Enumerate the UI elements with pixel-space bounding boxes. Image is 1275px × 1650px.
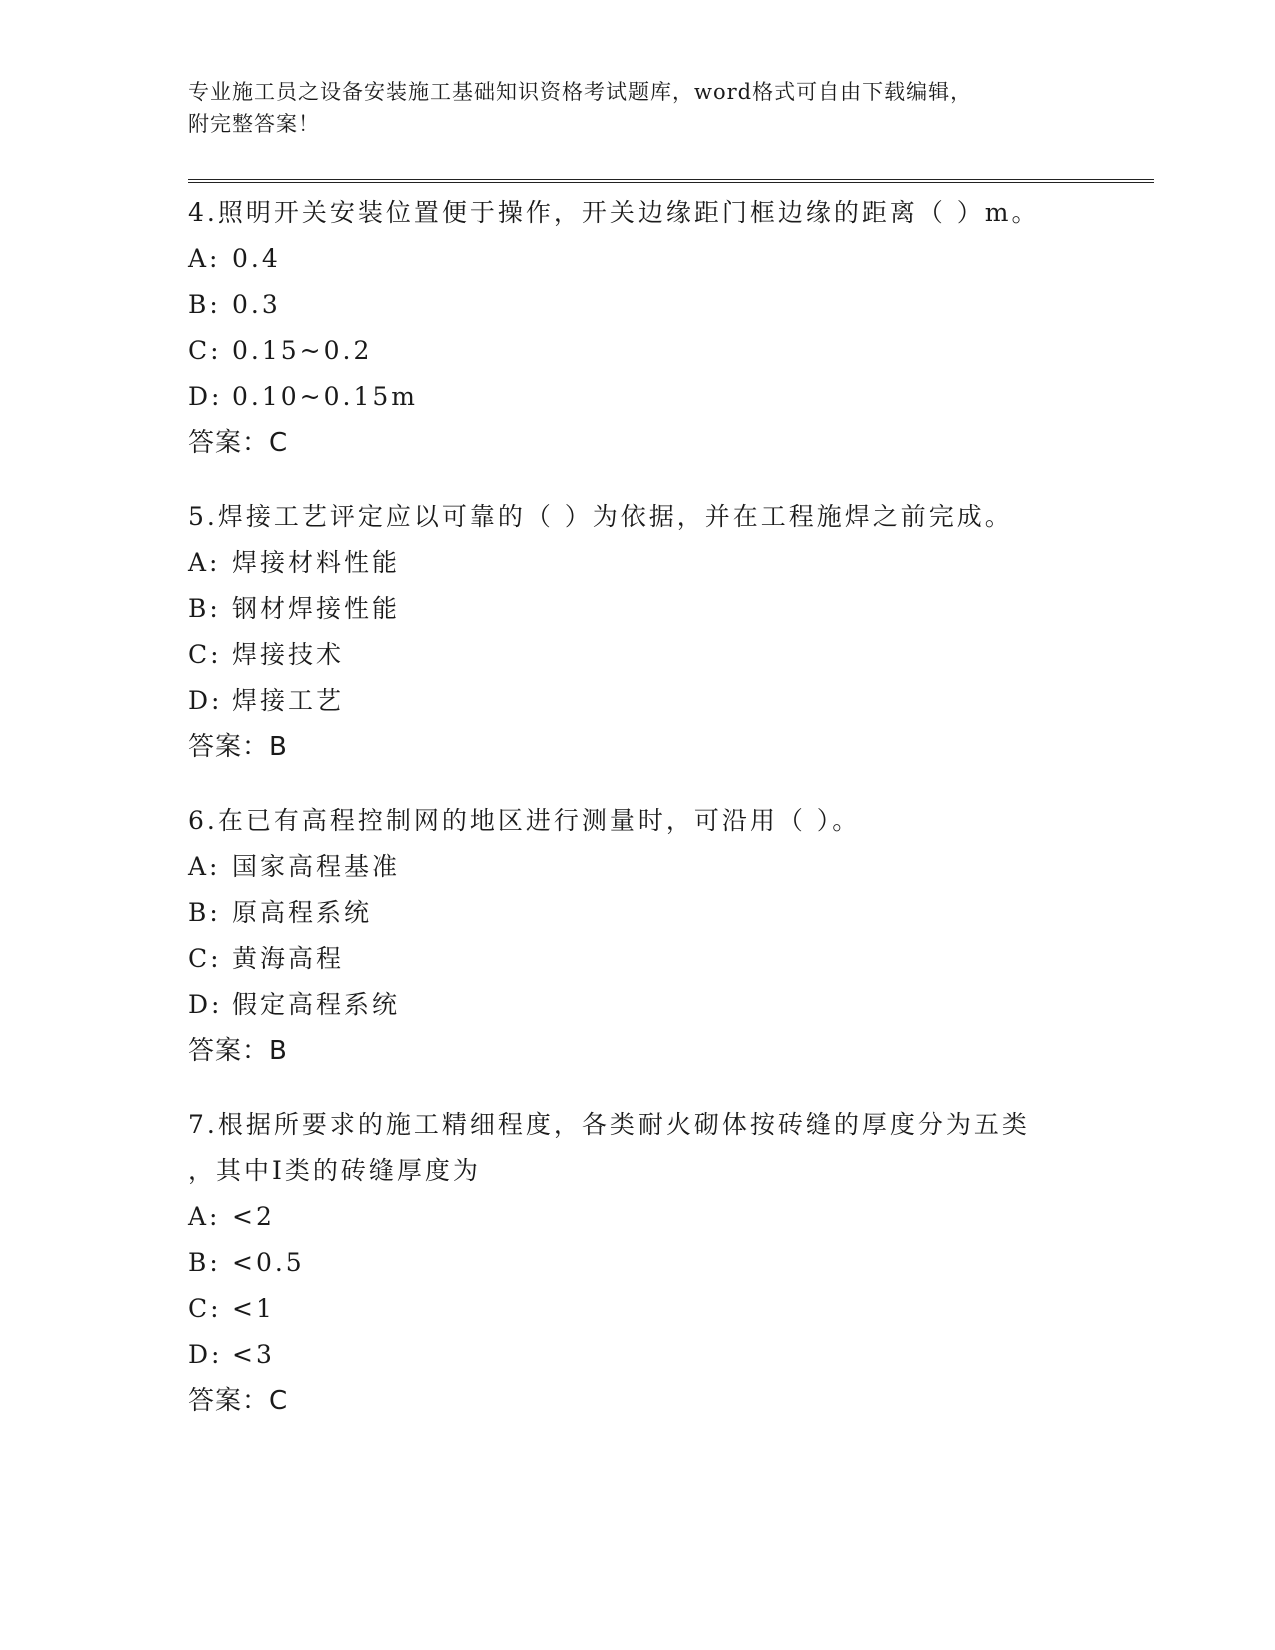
answer-line: 答案：B <box>188 1036 288 1066</box>
answer-option <box>188 282 1088 328</box>
option-text: <2 <box>232 1202 275 1231</box>
answer-option <box>188 1240 1088 1286</box>
question-stem-line: 6.在已有高程控制网的地区进行测量时，可沿用（ ）。 <box>188 806 861 835</box>
header-divider <box>188 179 1154 183</box>
answer-option <box>188 1332 1088 1378</box>
option-key: A: <box>188 1202 221 1231</box>
option-key: D: <box>188 686 223 715</box>
answer-option <box>188 844 1088 890</box>
document-header <box>188 76 1068 140</box>
answer-line: 答案：C <box>188 1386 289 1416</box>
option-key: A: <box>188 548 221 577</box>
option-key: C: <box>188 336 222 365</box>
option-key: B: <box>188 290 221 319</box>
answer-option <box>188 632 1088 678</box>
question-stem <box>188 494 1088 540</box>
question-stem-line: 5.焊接工艺评定应以可靠的（ ）为依据，并在工程施焊之前完成。 <box>188 502 1013 531</box>
option-key: D: <box>188 1340 223 1369</box>
question-block <box>188 1102 1088 1424</box>
question-stem <box>188 798 1088 844</box>
question-list <box>188 190 1088 1452</box>
answer-option <box>188 890 1088 936</box>
answer-option <box>188 374 1088 420</box>
answer-option <box>188 982 1088 1028</box>
answer-option <box>188 328 1088 374</box>
header-line-1: 专业施工员之设备安装施工基础知识资格考试题库，word格式可自由下载编辑， <box>188 80 973 104</box>
option-key: D: <box>188 382 223 411</box>
question-block <box>188 798 1088 1074</box>
answer-line: 答案：B <box>188 732 288 762</box>
question-stem-line: ，其中Ⅰ类的砖缝厚度为 <box>188 1156 481 1185</box>
option-text: 0.3 <box>232 290 281 319</box>
question-stem <box>188 190 1088 236</box>
answer-option <box>188 586 1088 632</box>
question-stem-line: 4.照明开关安装位置便于操作，开关边缘距门框边缘的距离（ ）m。 <box>188 198 1040 227</box>
option-key: B: <box>188 594 221 623</box>
option-text: 焊接工艺 <box>232 686 345 715</box>
question-block <box>188 494 1088 770</box>
option-key: B: <box>188 1248 221 1277</box>
question-stem-line: 7.根据所要求的施工精细程度，各类耐火砌体按砖缝的厚度分为五类 <box>188 1110 1030 1139</box>
answer-option <box>188 936 1088 982</box>
option-text: 原高程系统 <box>232 898 373 927</box>
answer-line: 答案：C <box>188 428 289 458</box>
option-text: 0.10~0.15m <box>232 382 418 411</box>
option-text: 焊接技术 <box>232 640 345 669</box>
option-key: C: <box>188 944 222 973</box>
answer-option <box>188 540 1088 586</box>
option-text: 钢材焊接性能 <box>232 594 401 623</box>
option-text: 0.4 <box>232 244 281 273</box>
option-text: 0.15~0.2 <box>232 336 373 365</box>
header-line-2: 附完整答案！ <box>188 112 320 136</box>
option-text: <1 <box>232 1294 275 1323</box>
option-key: A: <box>188 852 221 881</box>
option-text: 焊接材料性能 <box>232 548 401 577</box>
option-text: 国家高程基准 <box>232 852 401 881</box>
option-text: 黄海高程 <box>232 944 345 973</box>
answer-option <box>188 236 1088 282</box>
option-text: <0.5 <box>232 1248 305 1277</box>
option-key: C: <box>188 1294 222 1323</box>
option-text: <3 <box>232 1340 275 1369</box>
option-text: 假定高程系统 <box>232 990 401 1019</box>
option-key: C: <box>188 640 222 669</box>
option-key: B: <box>188 898 221 927</box>
answer-option <box>188 1286 1088 1332</box>
option-key: A: <box>188 244 221 273</box>
answer-option <box>188 1194 1088 1240</box>
answer-option <box>188 678 1088 724</box>
question-stem <box>188 1102 1088 1194</box>
option-key: D: <box>188 990 223 1019</box>
question-block <box>188 190 1088 466</box>
